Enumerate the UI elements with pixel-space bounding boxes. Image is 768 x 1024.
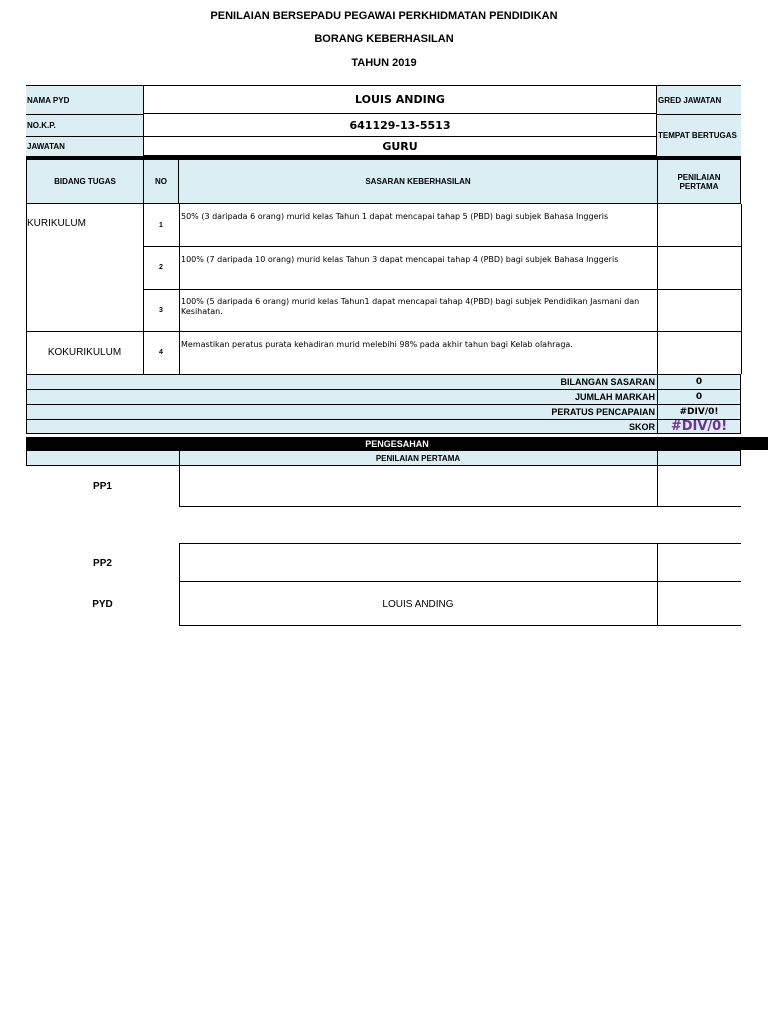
row-sasaran: Memastikan peratus purata kehadiran murid melebihi 98% pada akhir tahun bagi Kelab olahraga. [181, 340, 573, 349]
tempat-bertugas-label: TEMPAT BERTUGAS [658, 131, 737, 140]
pp1-col-border [657, 466, 658, 506]
form-year: TAHUN 2019 [351, 57, 417, 69]
col-penilaian-pertama: PENILAIAN PERTAMA [657, 160, 741, 204]
row-divider [143, 289, 741, 290]
table-right-border [741, 204, 742, 374]
row-no: 4 [159, 349, 163, 356]
bilangan-sasaran-value: 0 [695, 376, 703, 387]
jawatan-label-cell [26, 136, 143, 156]
row-sasaran: 50% (3 daripada 6 orang) murid kelas Tahun 1 dapat mencapai tahap 5 (PBD) bagi subjek Bahasa Inggeris [181, 212, 609, 221]
jawatan-value: GURU [143, 136, 657, 156]
col-no: NO [143, 160, 179, 204]
jawatan-label: JAWATAN [27, 142, 65, 151]
peratus-pencapaian-label: PERATUS PENCAPAIAN [551, 406, 655, 417]
skor-value: #DIV/0! [670, 419, 728, 434]
jumlah-markah-value: 0 [695, 391, 703, 402]
pp2-label: PP2 [93, 557, 112, 569]
pyd-name: LOUIS ANDING [382, 598, 454, 610]
gred-jawatan-label: GRED JAWATAN [658, 95, 722, 105]
tempat-bertugas-cell [657, 114, 741, 156]
col-bidang-tugas: BIDANG TUGAS [26, 160, 143, 204]
nama-pyd-label-cell [26, 85, 143, 114]
nokp-label: NO.K.P. [27, 121, 56, 130]
penilaian-pertama-header: PENILAIAN PERTAMA [375, 453, 461, 463]
sub-col-border [657, 450, 658, 466]
row-divider [143, 246, 741, 247]
row-sasaran: 100% (5 daripada 6 orang) murid kelas Tahun1 dapat mencapai tahap 4(PBD) bagi subjek Pendidikan Jasmani dan Kesihatan. [181, 297, 640, 316]
pp1-label: PP1 [93, 480, 112, 492]
row-penilaian-input[interactable] [657, 246, 741, 289]
row-penilaian-input[interactable] [657, 289, 741, 331]
bilangan-sasaran-label: BILANGAN SASARAN [560, 376, 655, 387]
nokp-label-cell [26, 114, 143, 136]
row-no: 3 [159, 306, 163, 314]
row-no: 2 [159, 264, 163, 271]
row-sasaran: 100% (7 daripada 10 orang) murid kelas Tahun 3 dapat mencapai tahap 4 (PBD) bagi subjek Bahasa Inggeris [181, 255, 619, 264]
peratus-pencapaian-value: #DIV/0! [679, 406, 719, 417]
nokp-value: 641129-13-5513 [143, 114, 657, 136]
bidang-kokurikulum: KOKURIKULUM [47, 347, 122, 358]
form-title: PENILAIAN BERSEPADU PEGAWAI PERKHIDMATAN PENDIDIKAN [210, 10, 558, 22]
nama-pyd-label: NAMA PYD [27, 95, 70, 105]
skor-label: SKOR [628, 421, 655, 432]
row-penilaian-input[interactable] [657, 204, 741, 246]
row-penilaian-input[interactable] [657, 331, 741, 374]
col-sasaran: SASARAN KEBERHASILAN [179, 160, 657, 204]
bidang-kurikulum: KURIKULUM [27, 218, 86, 229]
form-subtitle: BORANG KEBERHASILAN [314, 33, 454, 45]
jumlah-markah-label: JUMLAH MARKAH [575, 391, 655, 402]
gred-jawatan-cell [657, 85, 741, 114]
nama-pyd-value: LOUIS ANDING [143, 85, 657, 114]
pengesahan-bar: PENGESAHAN [26, 437, 768, 450]
row-no: 1 [159, 221, 163, 229]
pyd-label: PYD [92, 598, 113, 610]
